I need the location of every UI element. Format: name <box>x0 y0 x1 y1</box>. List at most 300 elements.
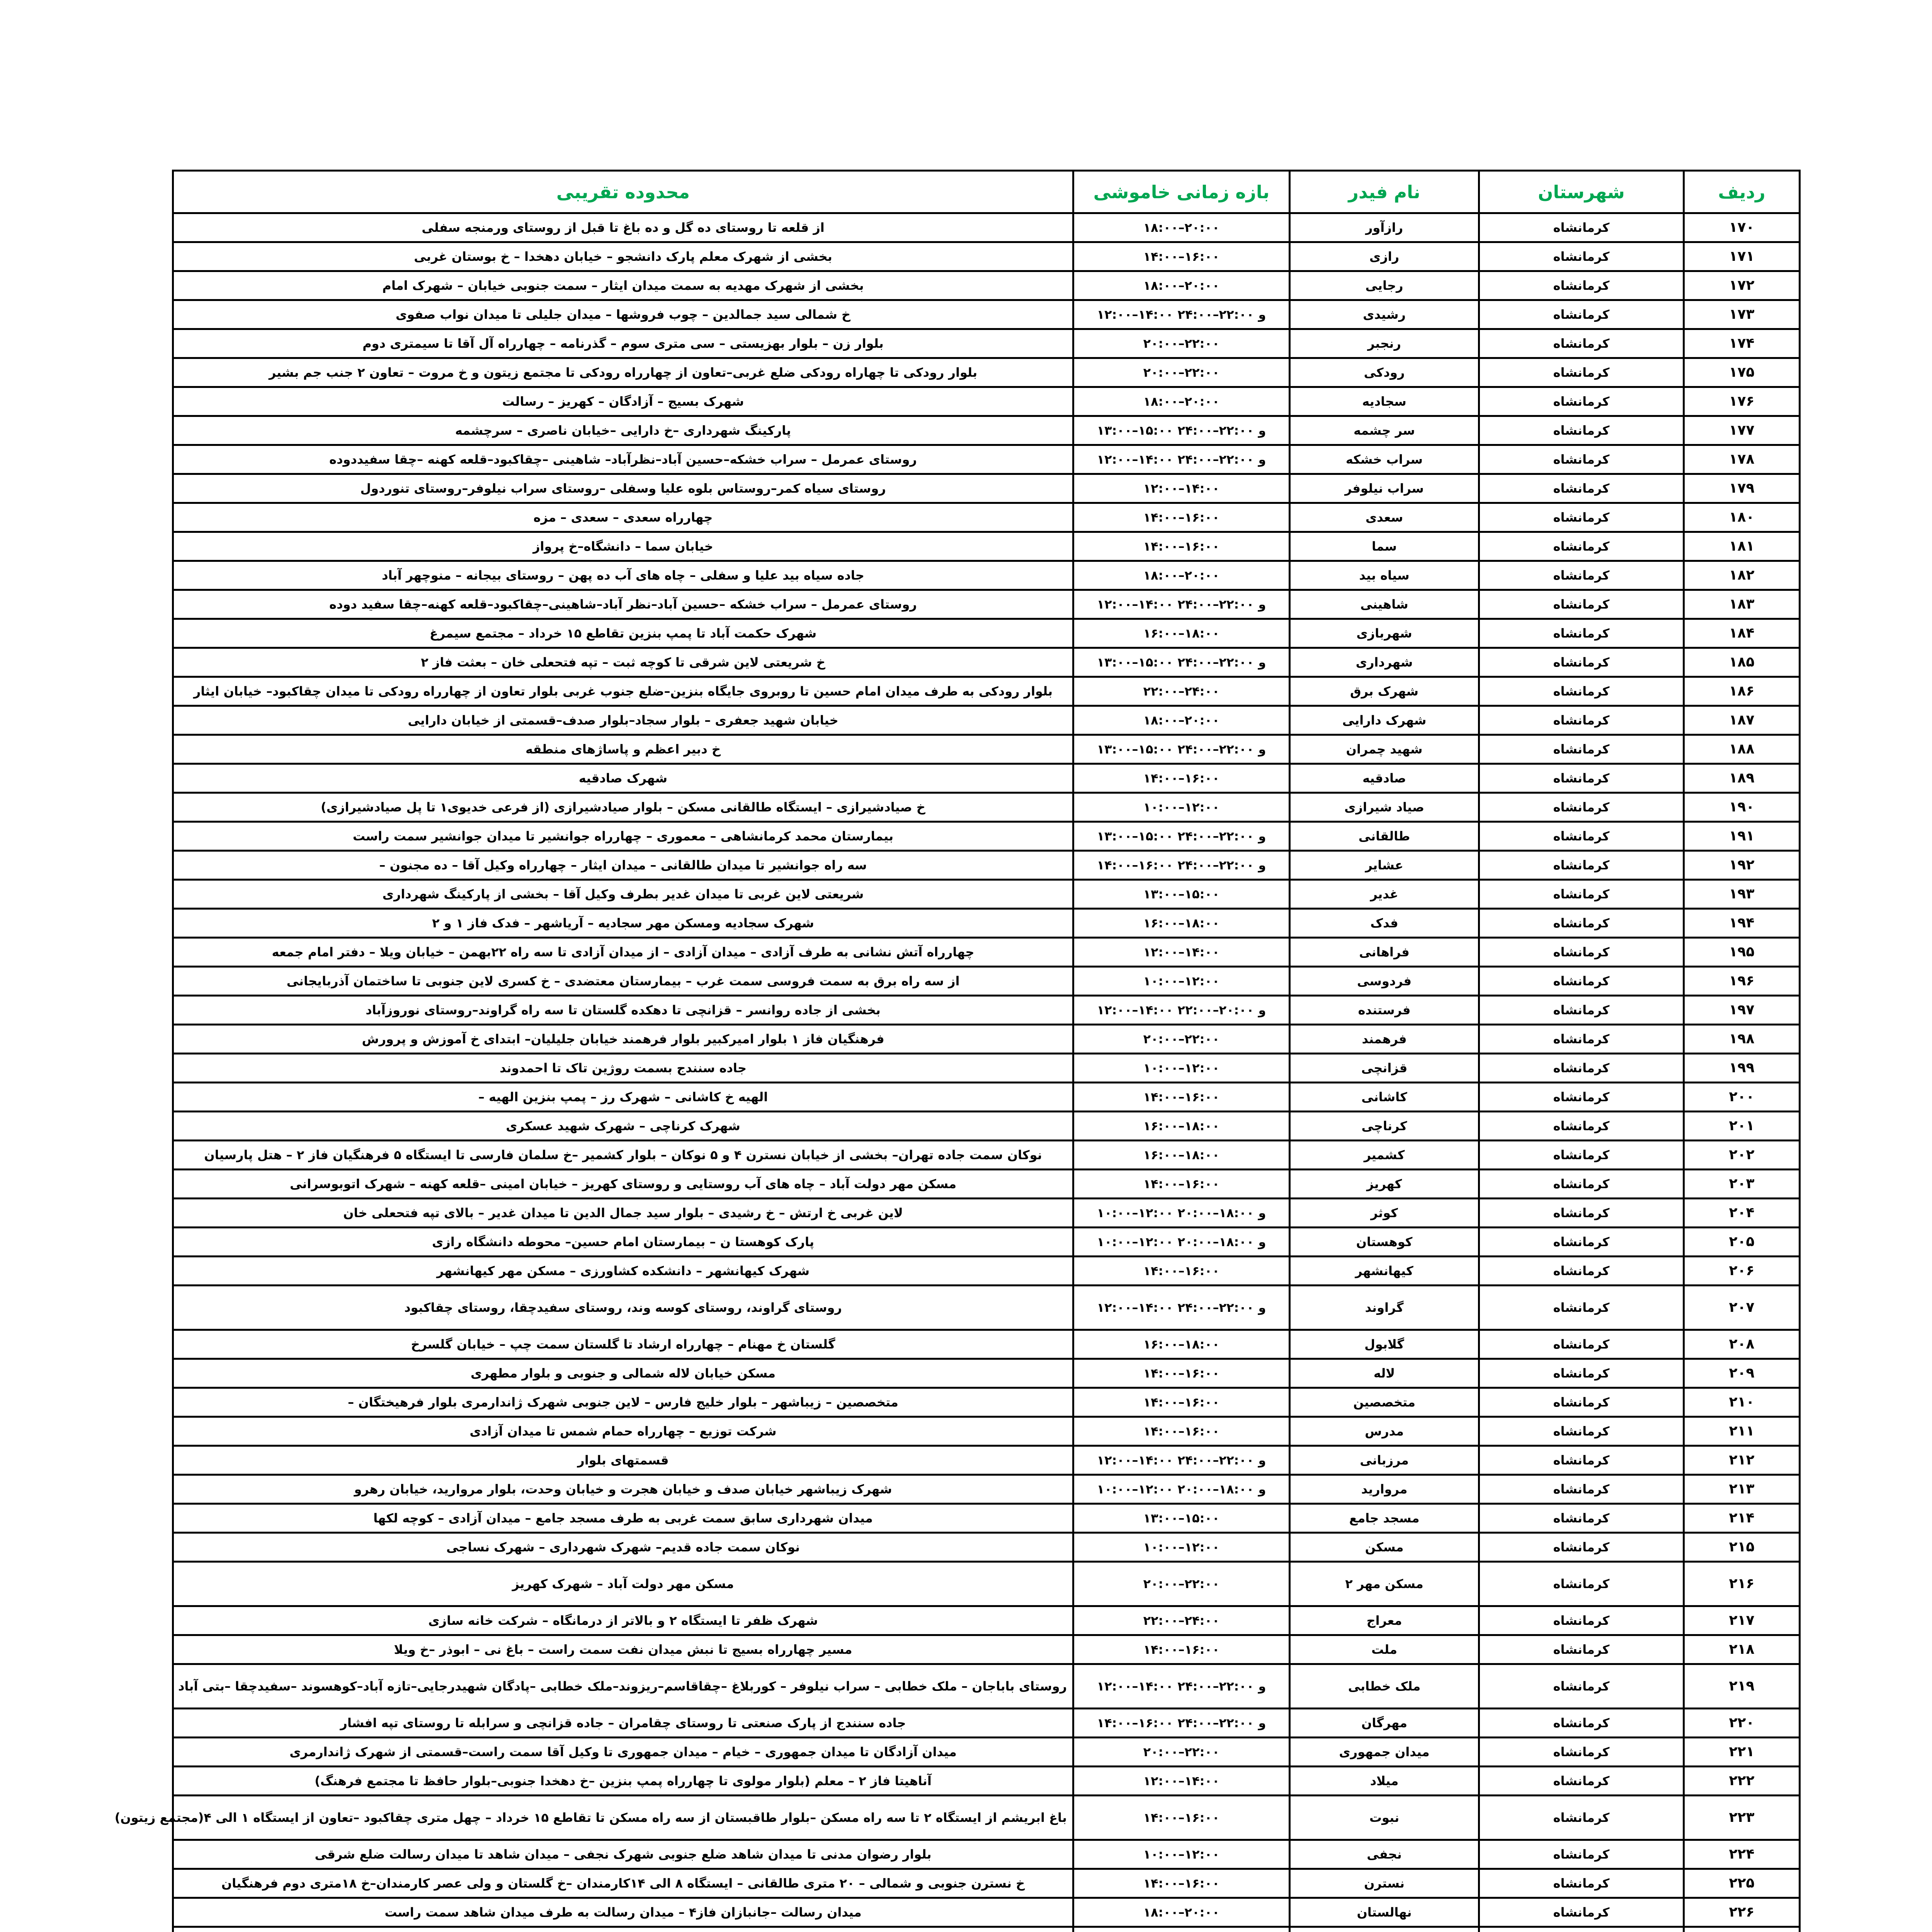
cell-time-range: ۲۰:۰۰–۲۲:۰۰ <box>1073 1738 1290 1767</box>
cell-feeder: فدک <box>1290 909 1479 938</box>
cell-time-range: ۱۰:۰۰–۱۲:۰۰ <box>1073 1054 1290 1083</box>
cell-city: کرمانشاه <box>1479 561 1684 590</box>
cell-row-number: ۲۰۵ <box>1684 1228 1800 1257</box>
table-row <box>173 851 1800 880</box>
cell-feeder: شهرک برق <box>1290 677 1479 706</box>
cell-time-range: ۱۸:۰۰–۲۰:۰۰ <box>1073 213 1290 242</box>
table-row <box>173 387 1800 416</box>
cell-city: کرمانشاه <box>1479 1504 1684 1533</box>
cell-row-number: ۱۹۸ <box>1684 1025 1800 1054</box>
cell-feeder <box>1290 1927 1479 1932</box>
cell-area: جاده سیاه بید علیا و سفلی – چاه های آب ده پهن – روستای بیجانه – منوچهر آباد <box>173 561 1073 590</box>
cell-area: میدان رسالت –جانبازان فاز۴ – میدان رسالت به طرف میدان شاهد سمت راست <box>173 1898 1073 1927</box>
cell-feeder: متخصصین <box>1290 1388 1479 1417</box>
cell-row-number: ۲۱۶ <box>1684 1562 1800 1606</box>
table-row <box>173 590 1800 619</box>
cell-feeder: طالقانی <box>1290 822 1479 851</box>
cell-time-range: ۲۰:۰۰–۲۲:۰۰ <box>1073 329 1290 358</box>
cell-city: کرمانشاه <box>1479 300 1684 329</box>
cell-time-range: ۲۰:۰۰–۲۲:۰۰ <box>1073 1562 1290 1606</box>
cell-area: باغ ابریشم از ایستگاه ۲ تا سه راه مسکن –بلوار طاقبستان از سه راه مسکن تا تقاطع ۱۵ خرداد – چهل متری چقاکبود –تعاون از ایستگاه ۱ الی ۴(مجتمع زیتون) <box>173 1796 1073 1840</box>
header-city: شهرستان <box>1479 171 1684 213</box>
cell-feeder: نسترن <box>1290 1869 1479 1898</box>
cell-area: شهرک صادقیه <box>173 764 1073 793</box>
cell-time-range: ۱۸:۰۰–۲۰:۰۰ <box>1073 387 1290 416</box>
cell-area: از قلعه تا روستای ده گل و ده باغ تا قبل از روستای ورمنجه سفلی <box>173 213 1073 242</box>
cell-row-number: ۲۰۰ <box>1684 1083 1800 1112</box>
cell-area: از سه راه برق به سمت فروسی سمت غرب – بیمارستان معتضدی – خ کسری لاین جنوبی تا ساختمان آذربایجانی <box>173 967 1073 996</box>
cell-row-number: ۲۲۵ <box>1684 1869 1800 1898</box>
cell-row-number: ۱۷۱ <box>1684 242 1800 271</box>
cell-row-number: ۱۹۰ <box>1684 793 1800 822</box>
table-row <box>173 1796 1800 1840</box>
cell-feeder: فراهانی <box>1290 938 1479 967</box>
cell-city: کرمانشاه <box>1479 619 1684 648</box>
table-row <box>173 213 1800 242</box>
cell-area: قسمتهای بلوار <box>173 1446 1073 1475</box>
cell-area: شهرک کرناچی – شهرک شهید عسکری <box>173 1112 1073 1141</box>
cell-city: کرمانشاه <box>1479 1388 1684 1417</box>
cell-feeder: فرستنده <box>1290 996 1479 1025</box>
cell-feeder: مسجد جامع <box>1290 1504 1479 1533</box>
cell-row-number: ۲۱۵ <box>1684 1533 1800 1562</box>
cell-area: خ شریعتی لاین شرقی تا کوچه ثبت – تپه فتحعلی خان – بعثت فاز ۲ <box>173 648 1073 677</box>
table-row <box>173 1446 1800 1475</box>
cell-city: کرمانشاه <box>1479 242 1684 271</box>
table-row <box>173 416 1800 445</box>
cell-feeder: لاله <box>1290 1359 1479 1388</box>
table-row <box>173 1257 1800 1286</box>
cell-feeder: مهرگان <box>1290 1709 1479 1738</box>
cell-time-range: ۱۲:۰۰–۱۴:۰۰ و ۲۲:۰۰–۲۴:۰۰ <box>1073 1664 1290 1709</box>
cell-feeder: سراب خشکه <box>1290 445 1479 474</box>
cell-time-range: ۱۳:۰۰–۱۵:۰۰ <box>1073 1504 1290 1533</box>
cell-time-range: ۱۲:۰۰–۱۴:۰۰ و ۲۰:۰۰–۲۲:۰۰ <box>1073 996 1290 1025</box>
cell-row-number: ۲۲۶ <box>1684 1898 1800 1927</box>
cell-city: کرمانشاه <box>1479 677 1684 706</box>
cell-area: چهارراه آتش نشانی به طرف آزادی – میدان آزادی – از میدان آزادی تا سه راه ۲۲بهمن – خیابان ویلا – دفتر امام جمعه <box>173 938 1073 967</box>
table-row <box>173 793 1800 822</box>
table-row <box>173 1562 1800 1606</box>
table-row <box>173 1388 1800 1417</box>
outage-schedule-sheet <box>114 170 1799 1932</box>
cell-city: کرمانشاه <box>1479 648 1684 677</box>
cell-area: خ دبیر اعظم و پاساژهای منطقه <box>173 735 1073 764</box>
cell-area: خ نسترن جنوبی و شمالی – ۲۰ متری طالقانی – ایستگاه ۸ الی ۱۴کارمندان –خ گلستان و ولی عصر کارمندان–خ ۱۸متری دوم فرهنگیان <box>173 1869 1073 1898</box>
cell-row-number: ۲۱۱ <box>1684 1417 1800 1446</box>
cell-feeder: رازی <box>1290 242 1479 271</box>
cell-city: کرمانشاه <box>1479 445 1684 474</box>
cell-row-number: ۱۸۰ <box>1684 503 1800 532</box>
cell-feeder: رنجبر <box>1290 329 1479 358</box>
cell-time-range: ۱۴:۰۰–۱۶:۰۰ <box>1073 1359 1290 1388</box>
cell-city: کرمانشاه <box>1479 996 1684 1025</box>
cell-city: کرمانشاه <box>1479 1767 1684 1796</box>
cell-area: خیابان شهید جعفری – بلوار سجاد–بلوار صدف–قسمتی از خیابان دارایی <box>173 706 1073 735</box>
cell-row-number: ۱۷۷ <box>1684 416 1800 445</box>
table-row <box>173 996 1800 1025</box>
cell-time-range: ۱۶:۰۰–۱۸:۰۰ <box>1073 909 1290 938</box>
table-row <box>173 358 1800 387</box>
cell-row-number: ۱۸۷ <box>1684 706 1800 735</box>
cell-area: بخشی از جاده روانسر – قزانچی تا دهکده گلستان تا سه راه گراوند–روستای نوروزآباد <box>173 996 1073 1025</box>
cell-row-number: ۱۷۳ <box>1684 300 1800 329</box>
table-row <box>173 648 1800 677</box>
header-time: بازه زمانی خاموشی <box>1073 171 1290 213</box>
table-row <box>173 503 1800 532</box>
cell-city: کرمانشاه <box>1479 503 1684 532</box>
cell-row-number: ۱۷۹ <box>1684 474 1800 503</box>
table-row <box>173 1504 1800 1533</box>
cell-row-number: ۱۹۵ <box>1684 938 1800 967</box>
cell-area: مسکن مهر دولت آباد – شهرک کهریز <box>173 1562 1073 1606</box>
cell-feeder: کشمیر <box>1290 1141 1479 1170</box>
cell-feeder: نهالستان <box>1290 1898 1479 1927</box>
cell-feeder: صادقیه <box>1290 764 1479 793</box>
cell-city: کرمانشاه <box>1479 1562 1684 1606</box>
table-row <box>173 1228 1800 1257</box>
cell-feeder: نجفی <box>1290 1840 1479 1869</box>
cell-city: کرمانشاه <box>1479 735 1684 764</box>
cell-area: شهرک بسیج – آزادگان – کهریز – رسالت <box>173 387 1073 416</box>
cell-time-range: ۱۲:۰۰–۱۴:۰۰ و ۲۲:۰۰–۲۴:۰۰ <box>1073 1446 1290 1475</box>
cell-time-range: ۱۲:۰۰–۱۴:۰۰ <box>1073 1767 1290 1796</box>
table-row <box>173 561 1800 590</box>
cell-city: کرمانشاه <box>1479 1330 1684 1359</box>
cell-row-number: ۱۹۲ <box>1684 851 1800 880</box>
cell-area: پارکینگ شهرداری –خ دارایی –خیابان ناصری – سرچشمه <box>173 416 1073 445</box>
cell-city: کرمانشاه <box>1479 938 1684 967</box>
cell-time-range: ۱۲:۰۰–۱۴:۰۰ و ۲۲:۰۰–۲۴:۰۰ <box>1073 1286 1290 1330</box>
table-row <box>173 271 1800 300</box>
cell-feeder: شهید چمران <box>1290 735 1479 764</box>
cell-time-range: ۱۰:۰۰–۱۲:۰۰ و ۱۸:۰۰–۲۰:۰۰ <box>1073 1228 1290 1257</box>
cell-feeder: رجایی <box>1290 271 1479 300</box>
cell-time-range: ۱۳:۰۰–۱۵:۰۰ <box>1073 880 1290 909</box>
cell-feeder: صیاد شیرازی <box>1290 793 1479 822</box>
cell-city: کرمانشاه <box>1479 474 1684 503</box>
cell-area: مسیر چهارراه بسیج تا نبش میدان نفت سمت راست – باغ نی – ابوذر –خ ویلا <box>173 1635 1073 1664</box>
cell-area: خ شمالی سید جمالدین – چوب فروشها – میدان جلیلی تا میدان نواب صفوی <box>173 300 1073 329</box>
cell-area: مسکن مهر دولت آباد – چاه های آب روستایی و روستای کهریز – خیابان امینی –قلعه کهنه – شهرک اتوبوسرانی <box>173 1170 1073 1199</box>
cell-time-range: ۱۳:۰۰–۱۵:۰۰ و ۲۲:۰۰–۲۴:۰۰ <box>1073 416 1290 445</box>
cell-feeder: شهرک دارایی <box>1290 706 1479 735</box>
cell-row-number: ۲۱۲ <box>1684 1446 1800 1475</box>
cell-time-range: ۱۴:۰۰–۱۶:۰۰ و ۲۲:۰۰–۲۴:۰۰ <box>1073 851 1290 880</box>
cell-area: شهرک حکمت آباد تا پمپ بنزین تقاطع ۱۵ خرداد – مجتمع سیمرغ <box>173 619 1073 648</box>
cell-feeder: سما <box>1290 532 1479 561</box>
cell-feeder: مروارید <box>1290 1475 1479 1504</box>
cell-city: کرمانشاه <box>1479 909 1684 938</box>
cell-city: کرمانشاه <box>1479 358 1684 387</box>
cell-area: نوکان سمت جاده تهران– بخشی از خیابان نسترن ۴ و ۵ نوکان – بلوار کشمیر –خ سلمان فارسی تا ایستگاه ۵ فرهنگیان فاز ۲ – هتل پارسیان <box>173 1141 1073 1170</box>
cell-row-number: ۲۰۶ <box>1684 1257 1800 1286</box>
cell-feeder: قزانچی <box>1290 1054 1479 1083</box>
cell-time-range: ۱۶:۰۰–۱۸:۰۰ <box>1073 1330 1290 1359</box>
cell-time-range: ۱۴:۰۰–۱۶:۰۰ <box>1073 1635 1290 1664</box>
cell-city: کرمانشاه <box>1479 1664 1684 1709</box>
table-row <box>173 1141 1800 1170</box>
cell-row-number <box>1684 1927 1800 1932</box>
cell-row-number: ۲۱۸ <box>1684 1635 1800 1664</box>
cell-row-number: ۲۱۴ <box>1684 1504 1800 1533</box>
cell-area: فرهنگیان فاز ۱ بلوار امیرکبیر بلوار فرهمند خیابان جلیلیان– ابتدای خ آموزش و پرورش <box>173 1025 1073 1054</box>
cell-row-number: ۲۰۳ <box>1684 1170 1800 1199</box>
cell-city <box>1479 1927 1684 1932</box>
cell-area: شهرک ظفر تا ایستگاه ۲ و بالاتر از درمانگاه – شرکت خانه سازی <box>173 1606 1073 1635</box>
cell-feeder: ملک خطابی <box>1290 1664 1479 1709</box>
cell-feeder: مسکن <box>1290 1533 1479 1562</box>
cell-city: کرمانشاه <box>1479 1709 1684 1738</box>
table-row <box>173 1330 1800 1359</box>
cell-row-number: ۱۹۶ <box>1684 967 1800 996</box>
cell-row-number: ۲۲۲ <box>1684 1767 1800 1796</box>
table-row <box>173 1199 1800 1228</box>
cell-feeder: سعدی <box>1290 503 1479 532</box>
cell-feeder: مرزبانی <box>1290 1446 1479 1475</box>
table-row <box>173 1898 1800 1927</box>
cell-row-number: ۲۱۰ <box>1684 1388 1800 1417</box>
cell-row-number: ۱۸۹ <box>1684 764 1800 793</box>
cell-time-range: ۱۳:۰۰–۱۵:۰۰ و ۲۲:۰۰–۲۴:۰۰ <box>1073 822 1290 851</box>
cell-time-range: ۲۲:۰۰–۲۴:۰۰ <box>1073 1606 1290 1635</box>
cell-area: بلوار رضوان مدنی تا میدان شاهد ضلع جنوبی شهرک نجفی – میدان شاهد تا میدان رسالت ضلع شرقی <box>173 1840 1073 1869</box>
cell-area: شهرک کیهانشهر – دانشکده کشاورزی – مسکن مهر کیهانشهر <box>173 1257 1073 1286</box>
cell-time-range: ۱۸:۰۰–۲۰:۰۰ <box>1073 271 1290 300</box>
cell-time-range: ۱۸:۰۰–۲۰:۰۰ <box>1073 561 1290 590</box>
header-feeder: نام فیدر <box>1290 171 1479 213</box>
cell-feeder: سجادیه <box>1290 387 1479 416</box>
cell-feeder: سراب نیلوفر <box>1290 474 1479 503</box>
cell-city: کرمانشاه <box>1479 387 1684 416</box>
cell-area: متخصصین – زیباشهر – بلوار خلیج فارس – لاین جنوبی شهرک ژاندارمری بلوار فرهیختگان – <box>173 1388 1073 1417</box>
cell-time-range <box>1073 1927 1290 1932</box>
cell-feeder: شهربازی <box>1290 619 1479 648</box>
cell-row-number: ۲۰۹ <box>1684 1359 1800 1388</box>
table-row <box>173 1359 1800 1388</box>
cell-time-range: ۱۰:۰۰–۱۲:۰۰ <box>1073 967 1290 996</box>
cell-time-range: ۱۸:۰۰–۲۰:۰۰ <box>1073 1898 1290 1927</box>
cell-time-range: ۱۲:۰۰–۱۴:۰۰ <box>1073 938 1290 967</box>
cell-row-number: ۲۲۴ <box>1684 1840 1800 1869</box>
table-row <box>173 1475 1800 1504</box>
cell-time-range: ۱۴:۰۰–۱۶:۰۰ <box>1073 1083 1290 1112</box>
cell-time-range: ۱۳:۰۰–۱۵:۰۰ و ۲۲:۰۰–۲۴:۰۰ <box>1073 648 1290 677</box>
cell-time-range: ۲۰:۰۰–۲۲:۰۰ <box>1073 358 1290 387</box>
cell-feeder: کوثر <box>1290 1199 1479 1228</box>
table-row <box>173 1606 1800 1635</box>
table-row <box>173 1840 1800 1869</box>
cell-city: کرمانشاه <box>1479 1359 1684 1388</box>
cell-area: بخشی از شهرک معلم پارک دانشجو – خیابان دهخدا – خ بوستان غربی <box>173 242 1073 271</box>
cell-area: شریعتی لاین غربی تا میدان غدیر بطرف وکیل آقا – بخشی از پارکینگ شهرداری <box>173 880 1073 909</box>
cell-feeder: فردوسی <box>1290 967 1479 996</box>
cell-city: کرمانشاه <box>1479 1257 1684 1286</box>
cell-row-number: ۱۸۳ <box>1684 590 1800 619</box>
cell-area: روستای گراوند، روستای کوسه وند، روستای سفیدچقا، روستای چقاکبود <box>173 1286 1073 1330</box>
cell-city: کرمانشاه <box>1479 1898 1684 1927</box>
cell-time-range: ۱۰:۰۰–۱۲:۰۰ <box>1073 1533 1290 1562</box>
cell-time-range: ۱۰:۰۰–۱۲:۰۰ و ۱۸:۰۰–۲۰:۰۰ <box>1073 1475 1290 1504</box>
cell-row-number: ۱۷۲ <box>1684 271 1800 300</box>
cell-row-number: ۲۱۳ <box>1684 1475 1800 1504</box>
cell-time-range: ۱۶:۰۰–۱۸:۰۰ <box>1073 1141 1290 1170</box>
cell-row-number: ۱۸۵ <box>1684 648 1800 677</box>
cell-city: کرمانشاه <box>1479 764 1684 793</box>
cell-time-range: ۱۴:۰۰–۱۶:۰۰ <box>1073 1388 1290 1417</box>
table-row <box>173 1025 1800 1054</box>
cell-area: چهارراه سعدی – سعدی – مزه <box>173 503 1073 532</box>
table-row <box>173 1417 1800 1446</box>
cell-time-range: ۱۲:۰۰–۱۴:۰۰ و ۲۲:۰۰–۲۴:۰۰ <box>1073 590 1290 619</box>
cell-time-range: ۱۴:۰۰–۱۶:۰۰ <box>1073 764 1290 793</box>
cell-row-number: ۱۹۱ <box>1684 822 1800 851</box>
table-row <box>173 938 1800 967</box>
table-row <box>173 706 1800 735</box>
table-row <box>173 1054 1800 1083</box>
cell-row-number: ۱۹۹ <box>1684 1054 1800 1083</box>
cell-area: پارک کوهستا ن – بیمارستان امام حسین– محوطه دانشگاه رازی <box>173 1228 1073 1257</box>
cell-area: نوکان سمت جاده قدیم– شهرک شهرداری – شهرک نساجی <box>173 1533 1073 1562</box>
cell-feeder: رازآور <box>1290 213 1479 242</box>
cell-time-range: ۱۴:۰۰–۱۶:۰۰ <box>1073 1257 1290 1286</box>
cell-city: کرمانشاه <box>1479 1533 1684 1562</box>
cell-time-range: ۱۴:۰۰–۱۶:۰۰ <box>1073 1796 1290 1840</box>
cell-row-number: ۲۲۱ <box>1684 1738 1800 1767</box>
cell-area: جاده سنندج از پارک صنعتی تا روستای چقامران – جاده قزانچی و سرابله تا روستای تپه افشار <box>173 1709 1073 1738</box>
cell-area: بلوار زن – بلوار بهزیستی – سی متری سوم – گذرنامه – چهارراه آل آقا تا سیمتری دوم <box>173 329 1073 358</box>
cell-area: میدان شهرداری سابق سمت غربی به طرف مسجد جامع – میدان آزادی – کوچه لکها <box>173 1504 1073 1533</box>
cell-row-number: ۱۸۸ <box>1684 735 1800 764</box>
cell-time-range: ۱۰:۰۰–۱۲:۰۰ و ۱۸:۰۰–۲۰:۰۰ <box>1073 1199 1290 1228</box>
cell-area: الهیه خ کاشانی – شهرک رز – پمپ بنزین الهیه – <box>173 1083 1073 1112</box>
table-row <box>173 880 1800 909</box>
cell-city: کرمانشاه <box>1479 1796 1684 1840</box>
cell-city: کرمانشاه <box>1479 1112 1684 1141</box>
cell-row-number: ۲۰۷ <box>1684 1286 1800 1330</box>
cell-area: آناهیتا فاز ۲ – معلم (بلوار مولوی تا چهارراه پمپ بنزین –خ دهخدا جنوبی–بلوار حافظ تا مجتمع فرهنگ) <box>173 1767 1073 1796</box>
cell-row-number: ۱۷۸ <box>1684 445 1800 474</box>
cell-city: کرمانشاه <box>1479 1054 1684 1083</box>
cell-time-range: ۱۰:۰۰–۱۲:۰۰ <box>1073 1840 1290 1869</box>
cell-city: کرمانشاه <box>1479 416 1684 445</box>
cell-row-number: ۲۱۹ <box>1684 1664 1800 1709</box>
cell-time-range: ۱۲:۰۰–۱۴:۰۰ و ۲۲:۰۰–۲۴:۰۰ <box>1073 300 1290 329</box>
table-row <box>173 474 1800 503</box>
cell-area: شهرک سجادیه ومسکن مهر سجادیه – آریاشهر – فدک فاز ۱ و ۲ <box>173 909 1073 938</box>
cell-area: بخشی از شهرک مهدیه به سمت میدان ایثار – سمت جنوبی خیابان – شهرک امام <box>173 271 1073 300</box>
cell-row-number: ۱۸۱ <box>1684 532 1800 561</box>
cell-time-range: ۱۴:۰۰–۱۶:۰۰ <box>1073 1170 1290 1199</box>
cell-feeder: فرهمند <box>1290 1025 1479 1054</box>
table-row <box>173 1170 1800 1199</box>
table-row <box>173 619 1800 648</box>
cell-area <box>173 1927 1073 1932</box>
cell-feeder: میدان جمهوری <box>1290 1738 1479 1767</box>
cell-city: کرمانشاه <box>1479 1446 1684 1475</box>
cell-city: کرمانشاه <box>1479 1199 1684 1228</box>
table-row <box>173 822 1800 851</box>
table-row <box>173 1533 1800 1562</box>
cell-row-number: ۱۸۲ <box>1684 561 1800 590</box>
table-row <box>173 1664 1800 1709</box>
cell-row-number: ۱۹۷ <box>1684 996 1800 1025</box>
cell-row-number: ۱۹۴ <box>1684 909 1800 938</box>
table-row <box>173 329 1800 358</box>
cell-time-range: ۲۰:۰۰–۲۲:۰۰ <box>1073 1025 1290 1054</box>
cell-row-number: ۲۲۰ <box>1684 1709 1800 1738</box>
table-row <box>173 967 1800 996</box>
table-row <box>173 1083 1800 1112</box>
cell-area: بلوار رودکی تا چهاراه رودکی ضلع غربی–تعاون از چهارراه رودکی تا مجتمع زیتون و خ مروت – تعاون ۲ جنب جم بشیر <box>173 358 1073 387</box>
cell-feeder: سیاه بید <box>1290 561 1479 590</box>
cell-row-number: ۲۰۴ <box>1684 1199 1800 1228</box>
table-row <box>173 242 1800 271</box>
cell-feeder: نبوت <box>1290 1796 1479 1840</box>
table-row <box>173 1927 1800 1932</box>
cell-area: سه راه جوانشیر تا میدان طالقانی – میدان ایثار – چهارراه وکیل آقا – ده مجنون – <box>173 851 1073 880</box>
cell-time-range: ۱۰:۰۰–۱۲:۰۰ <box>1073 793 1290 822</box>
cell-feeder: مدرس <box>1290 1417 1479 1446</box>
cell-time-range: ۱۴:۰۰–۱۶:۰۰ <box>1073 242 1290 271</box>
cell-city: کرمانشاه <box>1479 1475 1684 1504</box>
cell-area: روستای عمرمل – سراب خشکه –حسین آباد–نظر آباد–شاهینی–چقاکبود–قلعه کهنه–چقا سفید دوده <box>173 590 1073 619</box>
cell-city: کرمانشاه <box>1479 1286 1684 1330</box>
cell-feeder: کاشانی <box>1290 1083 1479 1112</box>
header-row-number: ردیف <box>1684 171 1800 213</box>
cell-time-range: ۱۴:۰۰–۱۶:۰۰ <box>1073 1869 1290 1898</box>
header-row <box>173 171 1800 213</box>
cell-time-range: ۱۴:۰۰–۱۶:۰۰ <box>1073 503 1290 532</box>
table-row <box>173 1738 1800 1767</box>
cell-feeder: کیهانشهر <box>1290 1257 1479 1286</box>
cell-row-number: ۱۷۰ <box>1684 213 1800 242</box>
cell-row-number: ۱۷۴ <box>1684 329 1800 358</box>
table-body <box>114 213 1800 1932</box>
cell-city: کرمانشاه <box>1479 532 1684 561</box>
cell-feeder: عشایر <box>1290 851 1479 880</box>
table-row <box>173 300 1800 329</box>
cell-time-range: ۱۴:۰۰–۱۶:۰۰ <box>1073 1417 1290 1446</box>
cell-feeder: سر چشمه <box>1290 416 1479 445</box>
cell-area: مسکن خیابان لاله شمالی و جنوبی و بلوار مطهری <box>173 1359 1073 1388</box>
cell-time-range: ۱۴:۰۰–۱۶:۰۰ و ۲۲:۰۰–۲۴:۰۰ <box>1073 1709 1290 1738</box>
cell-city: کرمانشاه <box>1479 1083 1684 1112</box>
table-row <box>173 1869 1800 1898</box>
cell-time-range: ۱۶:۰۰–۱۸:۰۰ <box>1073 1112 1290 1141</box>
cell-row-number: ۲۰۲ <box>1684 1141 1800 1170</box>
cell-area: خ صیادشیرازی – ایستگاه طالقانی مسکن – بلوار صیادشیرازی (از فرعی خدیوی۱ تا پل صیادشیرازی) <box>173 793 1073 822</box>
cell-row-number: ۱۸۴ <box>1684 619 1800 648</box>
cell-city: کرمانشاه <box>1479 822 1684 851</box>
table-row <box>173 1635 1800 1664</box>
cell-area: روستای عمرمل – سراب خشکه–حسین آباد–نظرآباد– شاهینی –چقاکبود–قلعه کهنه –چقا سفیددوده <box>173 445 1073 474</box>
cell-city: کرمانشاه <box>1479 1025 1684 1054</box>
cell-city: کرمانشاه <box>1479 213 1684 242</box>
cell-city: کرمانشاه <box>1479 1840 1684 1869</box>
cell-area: شرکت توزیع – چهارراه حمام شمس تا میدان آزادی <box>173 1417 1073 1446</box>
table-row <box>173 764 1800 793</box>
cell-time-range: ۱۶:۰۰–۱۸:۰۰ <box>1073 619 1290 648</box>
table-row <box>173 735 1800 764</box>
cell-feeder: معراج <box>1290 1606 1479 1635</box>
cell-city: کرمانشاه <box>1479 329 1684 358</box>
cell-feeder: شهرداری <box>1290 648 1479 677</box>
cell-row-number: ۱۷۶ <box>1684 387 1800 416</box>
table-row <box>173 1767 1800 1796</box>
cell-city: کرمانشاه <box>1479 706 1684 735</box>
cell-row-number: ۱۷۵ <box>1684 358 1800 387</box>
